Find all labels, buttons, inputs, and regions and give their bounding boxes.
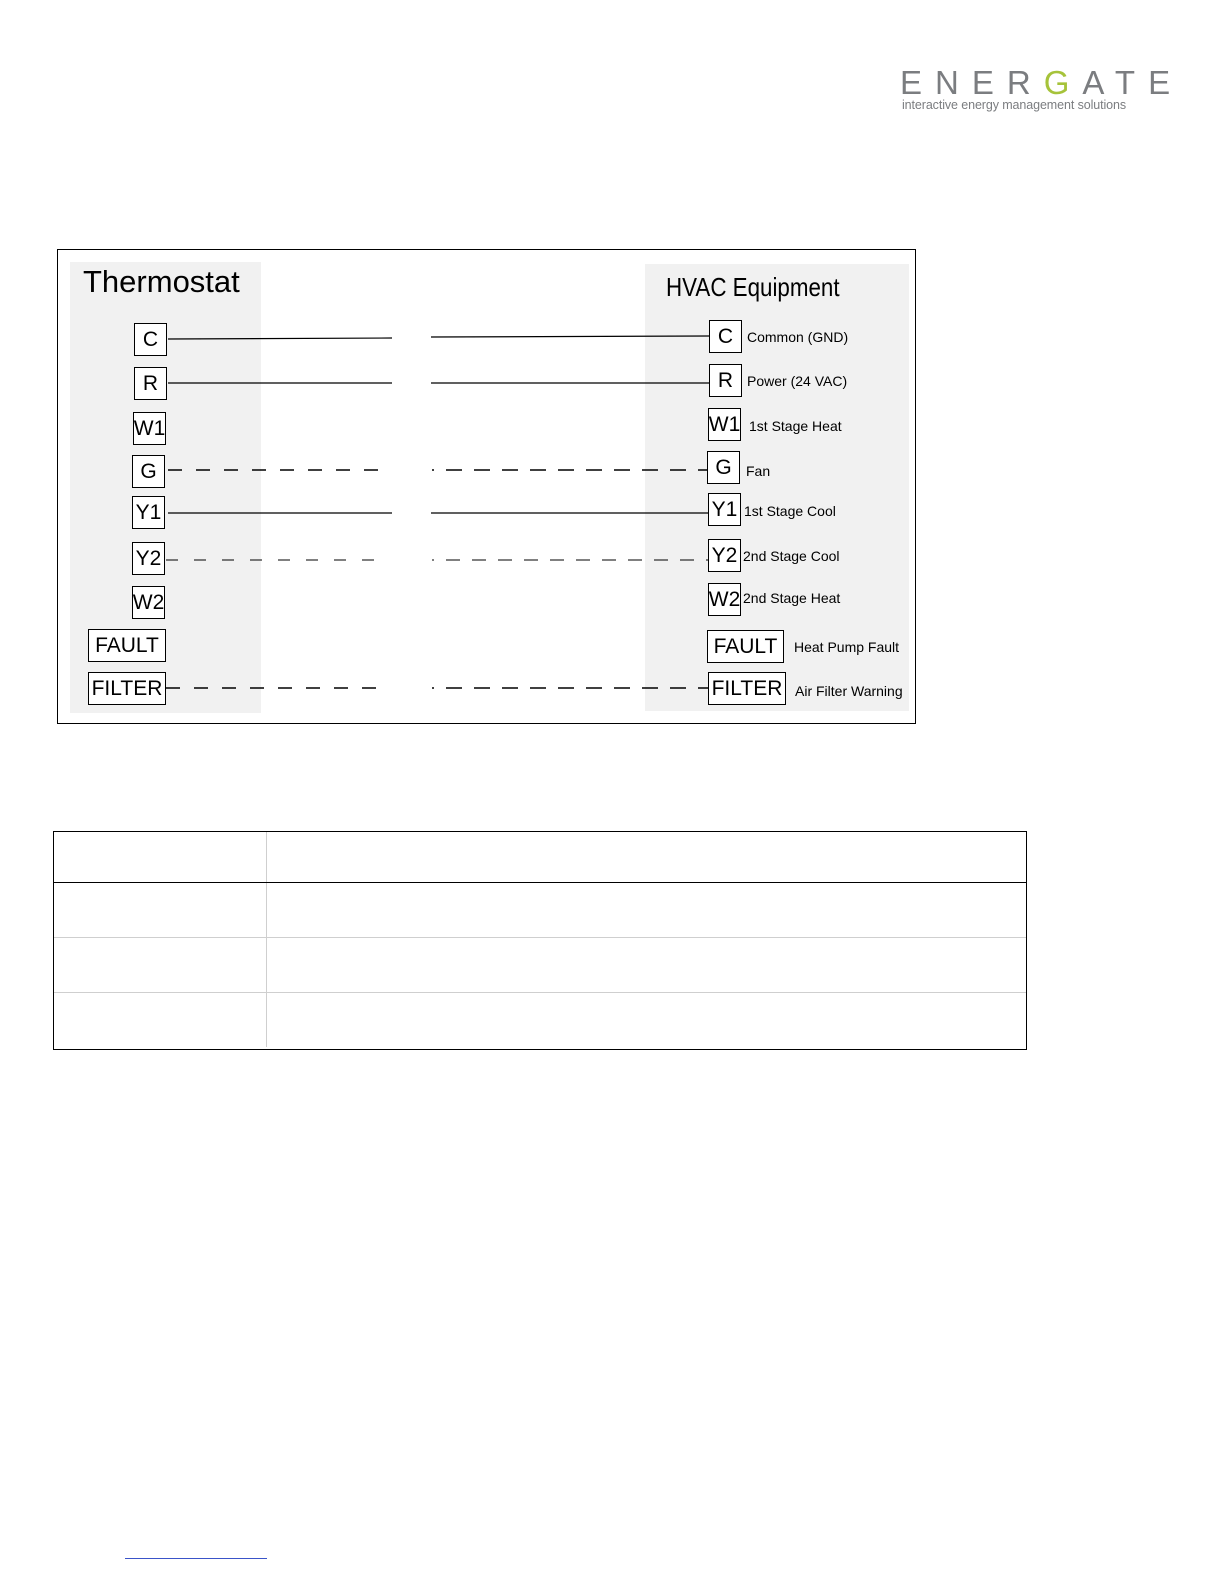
table-header-row xyxy=(53,831,1027,883)
hvac-desc-power: Power (24 VAC) xyxy=(747,373,848,389)
hvac-terminal-g: G xyxy=(707,451,740,484)
thermostat-terminal-c: C xyxy=(134,323,167,356)
hvac-terminal-c: C xyxy=(709,320,742,353)
logo-wordmark: ENERGATE xyxy=(900,64,1184,101)
thermostat-terminal-fault: FAULT xyxy=(88,629,166,662)
logo-tagline: interactive energy management solutions xyxy=(902,98,1127,112)
thermostat-title: Thermostat xyxy=(83,264,240,299)
hvac-terminal-y1: Y1 xyxy=(708,493,741,526)
hvac-desc-heat-pump-fault: Heat Pump Fault xyxy=(794,639,900,655)
table-row xyxy=(53,993,1027,1048)
hvac-desc-1st-stage-cool: 1st Stage Cool xyxy=(744,503,836,519)
hvac-terminal-fault: FAULT xyxy=(707,630,784,663)
thermostat-terminal-w2: W2 xyxy=(132,586,165,619)
hvac-terminal-w2: W2 xyxy=(708,583,741,616)
hvac-desc-2nd-stage-cool: 2nd Stage Cool xyxy=(743,548,840,564)
wiring-diagram xyxy=(57,249,916,724)
footer-link[interactable] xyxy=(125,1558,267,1559)
thermostat-terminal-y2: Y2 xyxy=(132,542,165,575)
hvac-desc-1st-stage-heat: 1st Stage Heat xyxy=(749,418,842,434)
table-cell xyxy=(53,993,267,1048)
thermostat-terminal-w1: W1 xyxy=(133,412,166,445)
table-cell xyxy=(267,883,1028,938)
thermostat-terminal-filter: FILTER xyxy=(88,672,166,705)
table-cell xyxy=(53,938,267,993)
table-cell xyxy=(267,938,1028,993)
hvac-terminal-y2: Y2 xyxy=(708,539,741,572)
hvac-desc-fan: Fan xyxy=(746,463,771,479)
table-row xyxy=(53,883,1027,938)
hvac-desc-2nd-stage-heat: 2nd Stage Heat xyxy=(743,590,841,606)
hvac-terminal-filter: FILTER xyxy=(708,672,786,705)
table-cell xyxy=(53,883,267,938)
hvac-terminal-r: R xyxy=(709,364,742,397)
table-header-cell xyxy=(53,831,267,883)
thermostat-terminal-y1: Y1 xyxy=(132,496,165,529)
energate-logo xyxy=(898,64,1184,116)
hvac-terminal-w1: W1 xyxy=(708,408,741,441)
table-row xyxy=(53,938,1027,993)
thermostat-terminal-g: G xyxy=(132,455,165,488)
hvac-desc-air-filter-warning: Air Filter Warning xyxy=(795,683,903,699)
hvac-desc-common: Common (GND) xyxy=(747,329,849,345)
table-cell xyxy=(267,993,1028,1048)
logo-g-mark: G xyxy=(1043,64,1083,101)
table-header-cell xyxy=(267,831,1028,883)
thermostat-terminal-r: R xyxy=(134,367,167,400)
hvac-title: HVAC Equipment xyxy=(666,272,840,302)
spec-table xyxy=(53,831,1027,1047)
